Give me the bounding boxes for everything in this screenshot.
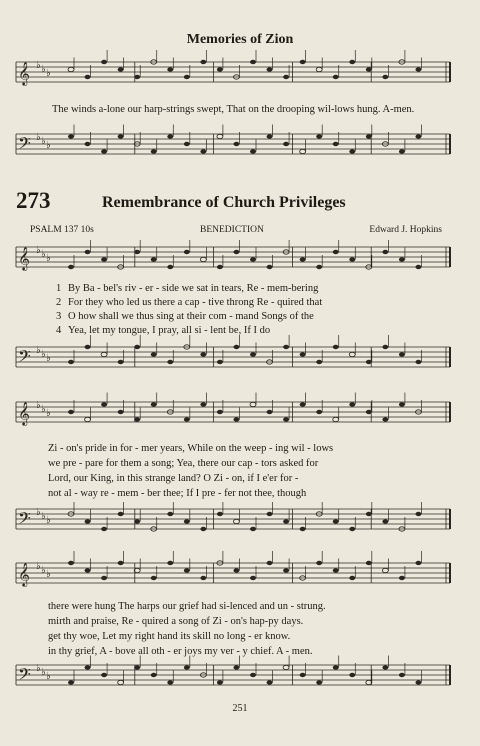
note-head: [167, 680, 173, 684]
note-head: [184, 519, 190, 523]
note-head: [200, 527, 206, 531]
flat-icon: ♭: [46, 68, 51, 79]
note-head: [134, 75, 140, 79]
note-head: [333, 250, 339, 254]
note-head: [349, 673, 355, 677]
bass-clef-icon: 𝄢: [18, 346, 31, 370]
note-head: [167, 561, 173, 565]
note-head: [382, 568, 388, 572]
note-head: [316, 680, 322, 684]
note-head: [200, 402, 206, 406]
note-head: [300, 673, 306, 677]
note-head: [366, 561, 372, 565]
note-head: [316, 410, 322, 414]
note-head: [167, 512, 173, 516]
note-head: [382, 345, 388, 349]
note-head: [217, 134, 223, 138]
note-head: [217, 512, 223, 516]
note-head: [85, 665, 91, 669]
hymn-title: Remembrance of Church Privileges: [102, 194, 346, 211]
note-head: [68, 67, 74, 71]
note-head: [68, 561, 74, 565]
note-head: [118, 134, 124, 138]
flat-icon: ♭: [46, 515, 51, 526]
note-head: [316, 360, 322, 364]
note-head: [85, 345, 91, 349]
treble-clef-icon: 𝄞: [18, 246, 30, 270]
note-head: [349, 60, 355, 64]
note-head: [399, 576, 405, 580]
note-head: [366, 410, 372, 414]
note-head: [101, 352, 107, 356]
note-head: [184, 75, 190, 79]
note-head: [267, 134, 273, 138]
flat-icon: ♭: [36, 345, 41, 356]
note-head: [167, 360, 173, 364]
psalm-meter: PSALM 137 10s: [30, 225, 94, 235]
verse-line: 3 O how shall we thus sing at their com - mand Songs of the: [56, 311, 314, 322]
note-head: [68, 265, 74, 269]
note-head: [85, 417, 91, 421]
note-head: [217, 67, 223, 71]
note-head: [415, 265, 421, 269]
note-head: [267, 680, 273, 684]
flat-icon: ♭: [41, 667, 46, 678]
note-head: [283, 75, 289, 79]
note-head: [283, 519, 289, 523]
note-head: [233, 665, 239, 669]
note-head: [316, 265, 322, 269]
note-head: [415, 360, 421, 364]
note-head: [233, 250, 239, 254]
note-head: [399, 149, 405, 153]
note-head: [316, 134, 322, 138]
note-head: [118, 410, 124, 414]
flat-icon: ♭: [36, 60, 41, 71]
page-number: 251: [232, 703, 248, 714]
verse-line: 1 By Ba - bel's riv - er - side we sat in tears, Re - mem-bering: [56, 283, 319, 294]
note-head: [283, 142, 289, 146]
flat-icon: ♭: [36, 245, 41, 256]
flat-icon: ♭: [36, 507, 41, 518]
note-head: [151, 257, 157, 261]
note-head: [233, 519, 239, 523]
note-head: [382, 519, 388, 523]
verse-line: there were hung The harps our grief had si-lenced and un - strung.: [48, 601, 326, 612]
note-head: [118, 512, 124, 516]
note-head: [184, 250, 190, 254]
note-head: [366, 360, 372, 364]
note-head: [333, 417, 339, 421]
note-head: [101, 60, 107, 64]
note-head: [134, 665, 140, 669]
flat-icon: ♭: [36, 400, 41, 411]
flat-icon: ♭: [46, 569, 51, 580]
note-head: [68, 410, 74, 414]
note-head: [366, 67, 372, 71]
note-head: [349, 576, 355, 580]
note-head: [333, 519, 339, 523]
note-head: [267, 561, 273, 565]
note-head: [167, 265, 173, 269]
note-head: [250, 673, 256, 677]
flat-icon: ♭: [46, 671, 51, 682]
flat-icon: ♭: [46, 140, 51, 151]
note-head: [333, 665, 339, 669]
note-head: [250, 527, 256, 531]
verse-line: in thy grief, A - bove all oth - er joys my ver - y chief. A - men.: [48, 646, 313, 657]
treble-clef-icon: 𝄞: [18, 61, 30, 85]
note-head: [300, 352, 306, 356]
flat-icon: ♭: [46, 408, 51, 419]
hymn-number: 273: [16, 188, 51, 213]
flat-icon: ♭: [41, 249, 46, 260]
note-head: [267, 410, 273, 414]
note-head: [349, 257, 355, 261]
note-head: [134, 345, 140, 349]
note-head: [382, 75, 388, 79]
note-head: [333, 568, 339, 572]
note-head: [167, 67, 173, 71]
flat-icon: ♭: [41, 349, 46, 360]
note-head: [85, 519, 91, 523]
note-head: [151, 673, 157, 677]
note-head: [300, 149, 306, 153]
note-head: [283, 417, 289, 421]
composer: Edward J. Hopkins: [369, 225, 442, 235]
verse-line: we pre - pare for them a song; Yea, there our cap - tors asked for: [48, 458, 319, 469]
note-head: [399, 257, 405, 261]
note-head: [283, 568, 289, 572]
note-head: [233, 417, 239, 421]
note-head: [233, 568, 239, 572]
note-head: [101, 257, 107, 261]
note-head: [101, 149, 107, 153]
treble-clef-icon: 𝄞: [18, 562, 30, 586]
note-head: [415, 512, 421, 516]
note-head: [200, 60, 206, 64]
note-head: [399, 673, 405, 677]
note-head: [184, 568, 190, 572]
note-head: [283, 665, 289, 669]
note-head: [333, 75, 339, 79]
note-head: [217, 410, 223, 414]
note-head: [85, 142, 91, 146]
flat-icon: ♭: [41, 565, 46, 576]
note-head: [267, 265, 273, 269]
note-head: [118, 561, 124, 565]
note-head: [233, 345, 239, 349]
note-head: [85, 75, 91, 79]
note-head: [85, 250, 91, 254]
note-head: [200, 149, 206, 153]
verse-line: Lord, our King, in this strange land? O Zi - on, if I e'er for -: [48, 473, 299, 484]
note-head: [134, 519, 140, 523]
flat-icon: ♭: [46, 253, 51, 264]
flat-icon: ♭: [36, 561, 41, 572]
note-head: [68, 680, 74, 684]
note-head: [118, 67, 124, 71]
note-head: [250, 576, 256, 580]
note-head: [217, 680, 223, 684]
note-head: [300, 60, 306, 64]
flat-icon: ♭: [36, 663, 41, 674]
note-head: [85, 568, 91, 572]
note-head: [101, 673, 107, 677]
note-head: [267, 512, 273, 516]
note-head: [151, 576, 157, 580]
note-head: [333, 142, 339, 146]
note-head: [233, 142, 239, 146]
note-head: [382, 665, 388, 669]
note-head: [415, 680, 421, 684]
note-head: [267, 67, 273, 71]
note-head: [151, 149, 157, 153]
tune-name: BENEDICTION: [200, 225, 264, 235]
note-head: [118, 680, 124, 684]
note-head: [349, 149, 355, 153]
flat-icon: ♭: [36, 132, 41, 143]
verse-line: not al - way re - mem - ber thee; If I pre - fer not thee, though: [48, 488, 307, 499]
note-head: [101, 527, 107, 531]
flat-icon: ♭: [41, 404, 46, 415]
bass-clef-icon: 𝄢: [18, 133, 31, 157]
note-head: [184, 665, 190, 669]
bass-clef-icon: 𝄢: [18, 508, 31, 532]
note-head: [134, 417, 140, 421]
note-head: [333, 345, 339, 349]
verse-line: Zi - on's pride in for - mer years, While on the weep - ing wil - lows: [48, 443, 334, 454]
verse-line: get thy woe, Let my right hand its skill no long - er know.: [48, 631, 291, 642]
flat-icon: ♭: [41, 136, 46, 147]
flat-icon: ♭: [46, 353, 51, 364]
note-head: [68, 134, 74, 138]
note-head: [283, 345, 289, 349]
note-head: [300, 527, 306, 531]
note-head: [366, 134, 372, 138]
note-head: [217, 265, 223, 269]
note-head: [382, 417, 388, 421]
note-head: [167, 134, 173, 138]
note-head: [250, 402, 256, 406]
verse-line: mirth and praise, Re - quired a song of Zi - on's hap-py days.: [48, 616, 304, 627]
note-head: [101, 402, 107, 406]
note-head: [316, 67, 322, 71]
flat-icon: ♭: [41, 64, 46, 75]
note-head: [399, 402, 405, 406]
note-head: [349, 352, 355, 356]
note-head: [250, 60, 256, 64]
note-head: [184, 417, 190, 421]
note-head: [118, 360, 124, 364]
note-head: [250, 257, 256, 261]
note-head: [250, 352, 256, 356]
note-head: [349, 402, 355, 406]
note-head: [200, 576, 206, 580]
note-head: [151, 352, 157, 356]
note-head: [399, 352, 405, 356]
tune-title: Memories of Zion: [186, 32, 294, 47]
note-head: [300, 402, 306, 406]
note-head: [134, 250, 140, 254]
note-head: [415, 134, 421, 138]
closing-lyric-line: The winds a-lone our harp-strings swept, That on the drooping wil-lows hung. A-men.: [52, 104, 415, 115]
note-head: [217, 360, 223, 364]
note-head: [382, 250, 388, 254]
flat-icon: ♭: [41, 511, 46, 522]
bass-clef-icon: 𝄢: [18, 664, 31, 688]
verse-line: 2 For they who led us there a cap - tive throng Re - quired that: [56, 297, 323, 308]
note-head: [68, 360, 74, 364]
note-head: [316, 561, 322, 565]
note-head: [366, 512, 372, 516]
note-head: [349, 527, 355, 531]
note-head: [415, 67, 421, 71]
note-head: [415, 561, 421, 565]
note-head: [101, 576, 107, 580]
note-head: [300, 257, 306, 261]
treble-clef-icon: 𝄞: [18, 401, 30, 425]
note-head: [151, 402, 157, 406]
note-head: [200, 257, 206, 261]
note-head: [250, 149, 256, 153]
note-head: [200, 352, 206, 356]
verse-line: 4 Yea, let my tongue, I pray, all si - lent be, If I do: [56, 325, 271, 336]
note-head: [184, 142, 190, 146]
